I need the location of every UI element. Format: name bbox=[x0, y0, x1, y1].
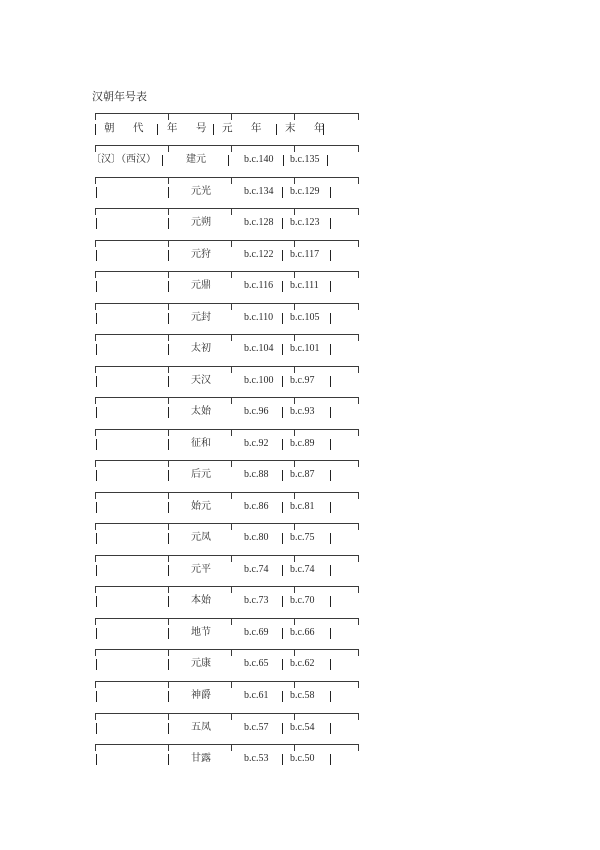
column-divider bbox=[213, 124, 214, 135]
column-divider bbox=[330, 313, 331, 324]
table-rule-tick bbox=[358, 303, 359, 310]
first-year-cell: b.c.65 bbox=[244, 658, 269, 669]
header-era-name: 年 号 bbox=[167, 123, 211, 134]
table-rule-tick bbox=[294, 713, 295, 720]
column-divider bbox=[330, 439, 331, 450]
column-divider bbox=[168, 723, 169, 734]
column-divider bbox=[330, 596, 331, 607]
table-rule-tick bbox=[231, 145, 232, 152]
table-rule-tick bbox=[294, 744, 295, 751]
last-year-cell: b.c.117 bbox=[290, 249, 320, 260]
table-rule-tick bbox=[358, 492, 359, 499]
table-rule-tick bbox=[95, 240, 96, 247]
table-rule-tick bbox=[231, 208, 232, 215]
table-rule-tick bbox=[168, 271, 169, 278]
table-rule-tick bbox=[294, 145, 295, 152]
last-year-cell: b.c.66 bbox=[290, 627, 315, 638]
table-rule-tick bbox=[168, 460, 169, 467]
column-divider bbox=[330, 218, 331, 229]
table-rule-tick bbox=[168, 397, 169, 404]
column-divider bbox=[282, 628, 283, 639]
column-divider bbox=[96, 659, 97, 670]
table-rule-tick bbox=[231, 649, 232, 656]
table-rule-tick bbox=[95, 555, 96, 562]
table-rule-tick bbox=[358, 334, 359, 341]
table-rule-tick bbox=[231, 523, 232, 530]
table-rule-tick bbox=[95, 177, 96, 184]
column-divider bbox=[95, 124, 96, 135]
column-divider bbox=[282, 187, 283, 198]
table-rule bbox=[95, 713, 358, 714]
column-divider bbox=[168, 344, 169, 355]
era-name-cell: 元狩 bbox=[191, 249, 211, 260]
table-rule-tick bbox=[168, 145, 169, 152]
column-divider bbox=[282, 281, 283, 292]
last-year-cell: b.c.101 bbox=[290, 343, 320, 354]
first-year-cell: b.c.80 bbox=[244, 532, 269, 543]
table-rule bbox=[95, 208, 358, 209]
last-year-cell: b.c.87 bbox=[290, 469, 315, 480]
table-rule-tick bbox=[358, 208, 359, 215]
column-divider bbox=[168, 596, 169, 607]
column-divider bbox=[168, 407, 169, 418]
table-rule-tick bbox=[231, 177, 232, 184]
column-divider bbox=[330, 407, 331, 418]
column-divider bbox=[330, 187, 331, 198]
table-rule-tick bbox=[358, 618, 359, 625]
page-title: 汉朝年号表 bbox=[92, 91, 147, 103]
table-rule bbox=[95, 240, 358, 241]
era-name-cell: 建元 bbox=[186, 154, 206, 165]
first-year-cell: b.c.134 bbox=[244, 186, 274, 197]
table-rule-tick bbox=[95, 618, 96, 625]
table-rule-tick bbox=[358, 744, 359, 751]
table-rule-tick bbox=[168, 303, 169, 310]
table-rule-tick bbox=[294, 113, 295, 120]
column-divider bbox=[168, 628, 169, 639]
table-rule-tick bbox=[95, 523, 96, 530]
column-divider bbox=[157, 124, 158, 135]
column-divider bbox=[330, 628, 331, 639]
column-divider bbox=[96, 250, 97, 261]
era-name-cell: 五凤 bbox=[191, 722, 211, 733]
first-year-cell: b.c.104 bbox=[244, 343, 274, 354]
column-divider bbox=[168, 691, 169, 702]
column-divider bbox=[168, 187, 169, 198]
table-rule bbox=[95, 744, 358, 745]
column-divider bbox=[282, 439, 283, 450]
table-rule-tick bbox=[168, 649, 169, 656]
era-name-cell: 甘露 bbox=[191, 753, 211, 764]
last-year-cell: b.c.135 bbox=[290, 154, 320, 165]
era-name-cell: 元鼎 bbox=[191, 280, 211, 291]
first-year-cell: b.c.92 bbox=[244, 438, 269, 449]
column-divider bbox=[168, 533, 169, 544]
table-rule bbox=[95, 681, 358, 682]
column-divider bbox=[168, 754, 169, 765]
first-year-cell: b.c.122 bbox=[244, 249, 274, 260]
column-divider bbox=[96, 596, 97, 607]
era-name-cell: 征和 bbox=[191, 438, 211, 449]
table-rule-tick bbox=[231, 586, 232, 593]
column-divider bbox=[282, 376, 283, 387]
table-rule-tick bbox=[95, 586, 96, 593]
column-divider bbox=[96, 281, 97, 292]
era-name-cell: 元康 bbox=[191, 658, 211, 669]
last-year-cell: b.c.123 bbox=[290, 217, 320, 228]
column-divider bbox=[282, 723, 283, 734]
table-rule-tick bbox=[358, 240, 359, 247]
last-year-cell: b.c.105 bbox=[290, 312, 320, 323]
table-rule-tick bbox=[95, 334, 96, 341]
table-rule-tick bbox=[95, 271, 96, 278]
column-divider bbox=[282, 596, 283, 607]
table-rule-tick bbox=[358, 523, 359, 530]
first-year-cell: b.c.69 bbox=[244, 627, 269, 638]
column-divider bbox=[330, 533, 331, 544]
last-year-cell: b.c.111 bbox=[290, 280, 319, 291]
column-divider bbox=[330, 659, 331, 670]
column-divider bbox=[282, 344, 283, 355]
table-rule-tick bbox=[358, 397, 359, 404]
table-rule-tick bbox=[358, 681, 359, 688]
table-rule-tick bbox=[358, 177, 359, 184]
table-rule-tick bbox=[231, 555, 232, 562]
table-rule bbox=[95, 397, 358, 398]
table-rule bbox=[95, 618, 358, 619]
header-first-year: 元 年 bbox=[222, 123, 266, 134]
table-rule-tick bbox=[95, 397, 96, 404]
last-year-cell: b.c.58 bbox=[290, 690, 315, 701]
table-rule-tick bbox=[95, 744, 96, 751]
column-divider bbox=[282, 691, 283, 702]
table-rule-tick bbox=[168, 555, 169, 562]
column-divider bbox=[168, 376, 169, 387]
era-name-cell: 元光 bbox=[191, 186, 211, 197]
table-rule-tick bbox=[294, 492, 295, 499]
first-year-cell: b.c.86 bbox=[244, 501, 269, 512]
first-year-cell: b.c.74 bbox=[244, 564, 269, 575]
table-rule bbox=[95, 145, 358, 146]
table-rule-tick bbox=[95, 366, 96, 373]
column-divider bbox=[282, 218, 283, 229]
table-rule bbox=[95, 177, 358, 178]
era-name-cell: 神爵 bbox=[191, 690, 211, 701]
column-divider bbox=[282, 533, 283, 544]
era-name-cell: 地节 bbox=[191, 627, 211, 638]
table-rule bbox=[95, 460, 358, 461]
table-rule-tick bbox=[95, 492, 96, 499]
column-divider bbox=[168, 470, 169, 481]
column-divider bbox=[168, 250, 169, 261]
table-rule-tick bbox=[231, 113, 232, 120]
table-rule-tick bbox=[358, 366, 359, 373]
table-rule bbox=[95, 492, 358, 493]
table-rule-tick bbox=[95, 113, 96, 120]
table-rule-tick bbox=[231, 618, 232, 625]
last-year-cell: b.c.50 bbox=[290, 753, 315, 764]
column-divider bbox=[330, 470, 331, 481]
first-year-cell: b.c.57 bbox=[244, 722, 269, 733]
last-year-cell: b.c.129 bbox=[290, 186, 320, 197]
table-rule-tick bbox=[168, 681, 169, 688]
last-year-cell: b.c.97 bbox=[290, 375, 315, 386]
column-divider bbox=[96, 502, 97, 513]
column-divider bbox=[282, 754, 283, 765]
table-rule-tick bbox=[294, 555, 295, 562]
column-divider bbox=[96, 691, 97, 702]
table-rule-tick bbox=[168, 240, 169, 247]
table-rule bbox=[95, 113, 358, 114]
table-rule-tick bbox=[231, 681, 232, 688]
era-name-cell: 太初 bbox=[191, 343, 211, 354]
table-rule bbox=[95, 271, 358, 272]
table-rule-tick bbox=[231, 240, 232, 247]
table-rule-tick bbox=[231, 492, 232, 499]
first-year-cell: b.c.96 bbox=[244, 406, 269, 417]
column-divider bbox=[96, 439, 97, 450]
table-rule-tick bbox=[168, 744, 169, 751]
last-year-cell: b.c.81 bbox=[290, 501, 315, 512]
table-rule-tick bbox=[358, 429, 359, 436]
column-divider bbox=[96, 565, 97, 576]
column-divider bbox=[228, 155, 229, 166]
column-divider bbox=[96, 470, 97, 481]
era-name-cell: 天汉 bbox=[191, 375, 211, 386]
era-name-cell: 后元 bbox=[191, 469, 211, 480]
first-year-cell: b.c.140 bbox=[244, 154, 274, 165]
table-rule-tick bbox=[294, 240, 295, 247]
table-rule bbox=[95, 366, 358, 367]
first-year-cell: b.c.116 bbox=[244, 280, 274, 291]
first-year-cell: b.c.61 bbox=[244, 690, 269, 701]
table-rule-tick bbox=[231, 366, 232, 373]
first-year-cell: b.c.110 bbox=[244, 312, 274, 323]
column-divider bbox=[96, 628, 97, 639]
column-divider bbox=[282, 250, 283, 261]
table-rule-tick bbox=[168, 366, 169, 373]
column-divider bbox=[168, 502, 169, 513]
table-rule-tick bbox=[294, 681, 295, 688]
first-year-cell: b.c.53 bbox=[244, 753, 269, 764]
first-year-cell: b.c.128 bbox=[244, 217, 274, 228]
column-divider bbox=[276, 124, 277, 135]
column-divider bbox=[96, 344, 97, 355]
column-divider bbox=[282, 502, 283, 513]
table-rule-tick bbox=[168, 586, 169, 593]
table-rule-tick bbox=[168, 208, 169, 215]
header-dynasty: 朝 代 bbox=[104, 123, 148, 134]
table-rule-tick bbox=[294, 366, 295, 373]
table-rule-tick bbox=[294, 208, 295, 215]
last-year-cell: b.c.74 bbox=[290, 564, 315, 575]
table-rule-tick bbox=[95, 713, 96, 720]
table-rule-tick bbox=[294, 271, 295, 278]
table-rule-tick bbox=[168, 523, 169, 530]
table-rule-tick bbox=[95, 649, 96, 656]
table-rule-tick bbox=[231, 303, 232, 310]
table-rule-tick bbox=[168, 618, 169, 625]
dynasty-cell: 〔汉〕（西汉） bbox=[91, 154, 156, 165]
era-name-cell: 本始 bbox=[191, 595, 211, 606]
table-rule-tick bbox=[358, 649, 359, 656]
table-rule-tick bbox=[95, 303, 96, 310]
table-rule-tick bbox=[294, 334, 295, 341]
era-name-cell: 太始 bbox=[191, 406, 211, 417]
table-rule-tick bbox=[168, 713, 169, 720]
table-rule-tick bbox=[95, 208, 96, 215]
column-divider bbox=[330, 754, 331, 765]
column-divider bbox=[282, 470, 283, 481]
first-year-cell: b.c.100 bbox=[244, 375, 274, 386]
column-divider bbox=[282, 407, 283, 418]
column-divider bbox=[96, 533, 97, 544]
column-divider bbox=[330, 376, 331, 387]
column-divider bbox=[327, 155, 328, 166]
last-year-cell: b.c.93 bbox=[290, 406, 315, 417]
table-rule-tick bbox=[95, 460, 96, 467]
table-rule-tick bbox=[294, 618, 295, 625]
column-divider bbox=[330, 281, 331, 292]
first-year-cell: b.c.73 bbox=[244, 595, 269, 606]
column-divider bbox=[168, 218, 169, 229]
column-divider bbox=[168, 439, 169, 450]
last-year-cell: b.c.54 bbox=[290, 722, 315, 733]
table-rule-tick bbox=[95, 429, 96, 436]
column-divider bbox=[168, 565, 169, 576]
table-rule bbox=[95, 649, 358, 650]
table-rule-tick bbox=[358, 713, 359, 720]
column-divider bbox=[96, 187, 97, 198]
table-rule-tick bbox=[231, 429, 232, 436]
last-year-cell: b.c.75 bbox=[290, 532, 315, 543]
column-divider bbox=[330, 250, 331, 261]
table-rule-tick bbox=[168, 492, 169, 499]
table-rule-tick bbox=[168, 177, 169, 184]
table-rule-tick bbox=[231, 271, 232, 278]
table-rule-tick bbox=[294, 586, 295, 593]
column-divider bbox=[330, 502, 331, 513]
table-rule-tick bbox=[95, 681, 96, 688]
column-divider bbox=[162, 155, 163, 166]
table-rule-tick bbox=[358, 460, 359, 467]
column-divider bbox=[96, 313, 97, 324]
table-rule bbox=[95, 555, 358, 556]
table-rule bbox=[95, 523, 358, 524]
table-rule-tick bbox=[231, 334, 232, 341]
column-divider bbox=[168, 313, 169, 324]
column-divider bbox=[282, 565, 283, 576]
table-rule-tick bbox=[358, 555, 359, 562]
table-rule bbox=[95, 586, 358, 587]
column-divider bbox=[330, 565, 331, 576]
table-rule-tick bbox=[168, 334, 169, 341]
table-rule-tick bbox=[231, 713, 232, 720]
table-rule-tick bbox=[168, 113, 169, 120]
column-divider bbox=[330, 723, 331, 734]
table-rule-tick bbox=[168, 429, 169, 436]
column-divider bbox=[96, 218, 97, 229]
table-rule-tick bbox=[294, 177, 295, 184]
table-rule-tick bbox=[358, 271, 359, 278]
header-last-year: 末 年 bbox=[285, 123, 329, 134]
column-divider bbox=[282, 659, 283, 670]
column-divider bbox=[96, 407, 97, 418]
column-divider bbox=[168, 659, 169, 670]
column-divider bbox=[283, 155, 284, 166]
era-name-cell: 元朔 bbox=[191, 217, 211, 228]
column-divider bbox=[168, 281, 169, 292]
column-divider bbox=[330, 344, 331, 355]
column-divider bbox=[96, 754, 97, 765]
table-rule-tick bbox=[231, 397, 232, 404]
last-year-cell: b.c.89 bbox=[290, 438, 315, 449]
table-rule-tick bbox=[294, 303, 295, 310]
era-name-cell: 始元 bbox=[191, 501, 211, 512]
table-rule-tick bbox=[294, 460, 295, 467]
column-divider bbox=[96, 376, 97, 387]
last-year-cell: b.c.70 bbox=[290, 595, 315, 606]
table-rule-tick bbox=[231, 744, 232, 751]
table-rule-tick bbox=[294, 649, 295, 656]
last-year-cell: b.c.62 bbox=[290, 658, 315, 669]
table-rule-tick bbox=[294, 397, 295, 404]
column-divider bbox=[282, 313, 283, 324]
table-rule-tick bbox=[358, 113, 359, 120]
era-name-cell: 元平 bbox=[191, 564, 211, 575]
table-rule bbox=[95, 429, 358, 430]
first-year-cell: b.c.88 bbox=[244, 469, 269, 480]
column-divider bbox=[330, 691, 331, 702]
table-rule-tick bbox=[231, 460, 232, 467]
era-name-cell: 元凤 bbox=[191, 532, 211, 543]
table-rule-tick bbox=[95, 145, 96, 152]
table-rule-tick bbox=[358, 145, 359, 152]
table-rule-tick bbox=[294, 429, 295, 436]
table-rule bbox=[95, 334, 358, 335]
column-divider bbox=[96, 723, 97, 734]
era-name-cell: 元封 bbox=[191, 312, 211, 323]
table-rule-tick bbox=[358, 586, 359, 593]
table-rule bbox=[95, 303, 358, 304]
table-rule-tick bbox=[294, 523, 295, 530]
